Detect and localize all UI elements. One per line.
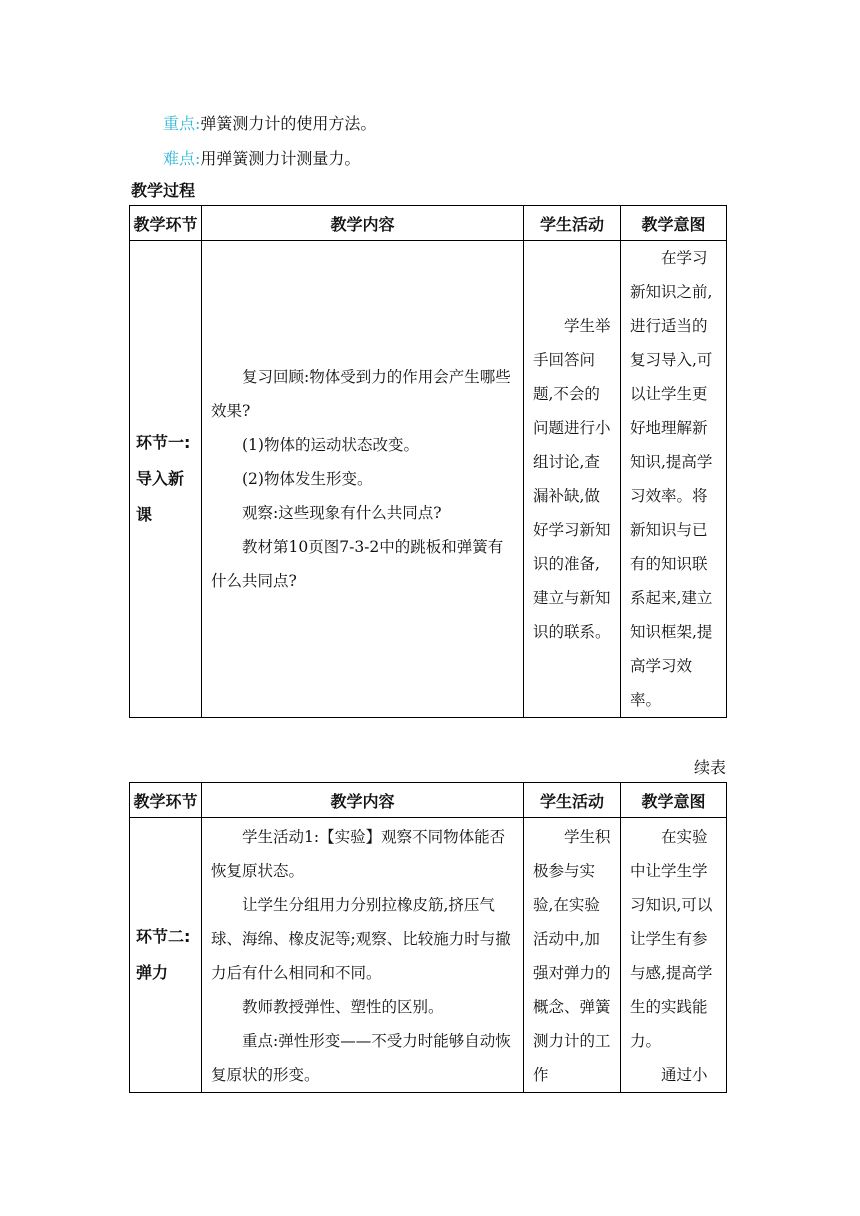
key-point-label: 重点: — [163, 114, 201, 133]
difficulty-line — [163, 146, 360, 169]
content-cell — [202, 241, 524, 718]
stage-cell: 环节二:弹力 — [130, 818, 202, 1093]
intent-text: 在学习新知识之前,进行适当的复习导入,可以让学生更好地理解新知识,提高学习效率。将新知识与已有的知识联系起来,建立知识框架,提高学习效率。 — [630, 249, 713, 709]
difficulty-label: 难点: — [163, 149, 201, 168]
intent-text: 通过小 — [661, 1066, 708, 1084]
content-paragraph: 教材第10页图7-3-2中的跳板和弹簧有什么共同点? — [211, 538, 504, 590]
activity-text: 学生积极参与实验,在实验活动中,加强对弹力的概念、弹簧测力计的工作 — [533, 828, 611, 1084]
header-stage: 教学环节 — [130, 206, 202, 241]
content-paragraph: 让学生分组用力分别拉橡皮筋,挤压气球、海绵、橡皮泥等;观察、比较施力时与撤力后有什么相同和不同。 — [211, 896, 511, 982]
stage-cell: 环节一:导入新课 — [130, 241, 202, 718]
lesson-table-2 — [129, 782, 727, 1093]
table-header-row — [130, 783, 727, 818]
table-row — [130, 818, 727, 1093]
intent-cell — [621, 241, 727, 718]
intent-text: 在实验中让学生学习知识,可以让学生有参与感,提高学生的实践能力。 — [630, 828, 713, 1050]
header-activity: 学生活动 — [524, 783, 621, 818]
difficulty-text: 用弹簧测力计测量力。 — [200, 149, 361, 168]
table-header-row — [130, 206, 727, 241]
activity-text: 学生举手回答问题,不会的问题进行小组讨论,查漏补缺,做好学习新知识的准备,建立与新知识的联系。 — [533, 317, 611, 641]
content-paragraph: 观察:这些现象有什么共同点? — [242, 504, 442, 522]
key-point-text: 弹簧测力计的使用方法。 — [200, 114, 377, 133]
content-paragraph: 教师教授弹性、塑性的区别。 — [242, 998, 444, 1016]
header-stage: 教学环节 — [130, 783, 202, 818]
content-cell — [202, 818, 524, 1093]
key-point-line — [163, 111, 376, 134]
activity-cell — [524, 241, 621, 718]
section-heading: 教学过程 — [131, 181, 196, 200]
lesson-table-1 — [129, 205, 727, 718]
content-paragraph: 复习回顾:物体受到力的作用会产生哪些效果? — [211, 368, 511, 420]
header-activity: 学生活动 — [524, 206, 621, 241]
header-intent: 教学意图 — [621, 783, 727, 818]
header-content: 教学内容 — [202, 783, 524, 818]
header-content: 教学内容 — [202, 206, 524, 241]
continued-label: 续表 — [694, 758, 727, 777]
activity-cell — [524, 818, 621, 1093]
content-paragraph: 重点:弹性形变——不受力时能够自动恢复原状的形变。 — [211, 1032, 511, 1084]
table-row — [130, 241, 727, 718]
content-paragraph: 学生活动1:【实验】观察不同物体能否恢复原状态。 — [211, 828, 506, 880]
content-paragraph: (1)物体的运动状态改变。 — [242, 436, 419, 454]
header-intent: 教学意图 — [621, 206, 727, 241]
content-paragraph: (2)物体发生形变。 — [242, 470, 373, 488]
intent-cell — [621, 818, 727, 1093]
